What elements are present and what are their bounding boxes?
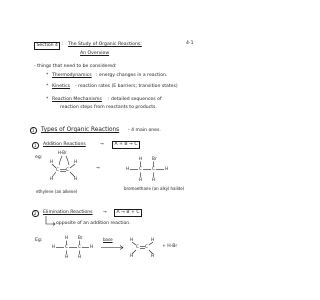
bromo-br-top: Br bbox=[152, 156, 157, 161]
ethylene-label: ethylene (an alkene) bbox=[36, 189, 78, 194]
elim-prod-h-tl: H bbox=[130, 237, 134, 242]
elim-h-top-1: H bbox=[65, 235, 69, 240]
text-kinetics: - reaction rates (E barriers; transition states) bbox=[75, 84, 178, 89]
bromo-h-bottom-1: H bbox=[139, 177, 143, 182]
bromo-h-bottom-2: H bbox=[152, 177, 156, 182]
ethylene-h-bottom-right: H bbox=[74, 176, 78, 181]
elim-prod-c-left: C bbox=[136, 244, 139, 249]
elim-prod-h-tr: H bbox=[151, 237, 155, 242]
bromo-h-top-1: H bbox=[139, 156, 143, 161]
elim-prod-bond-tr bbox=[149, 242, 153, 245]
term-reaction-mechanisms: Reaction Mechanisms bbox=[52, 97, 102, 102]
elim-h-left: H bbox=[52, 244, 56, 249]
elimination-note: opposite of an addition reaction. bbox=[56, 221, 131, 226]
addition-mech-arrow-2 bbox=[66, 156, 69, 165]
addition-heading: Addition Reactions bbox=[43, 142, 86, 147]
section-label: Section 4 bbox=[34, 42, 60, 50]
addition-mech-arrow-1 bbox=[59, 156, 62, 165]
addition-number-text: 1 bbox=[33, 142, 37, 148]
elim-c-1: C bbox=[65, 244, 68, 249]
addition-reaction-arrow: → bbox=[96, 166, 100, 171]
elim-prod-bond-br bbox=[149, 250, 153, 254]
types-heading: Types of Organic Reactions bbox=[41, 127, 120, 133]
elim-plus-hbr: + H-Br bbox=[162, 244, 178, 249]
title-separator: : bbox=[62, 42, 64, 47]
bromo-h-right: H bbox=[165, 166, 169, 171]
ethylene-h-top-right: H bbox=[74, 159, 78, 164]
bullet-2: * bbox=[46, 84, 49, 89]
text-reaction-mechanisms: : detailed sequences of bbox=[108, 97, 162, 102]
elim-prod-h-bl: H bbox=[130, 253, 134, 258]
page-subtitle: An Overview bbox=[80, 51, 110, 56]
elim-prod-c-right: C bbox=[145, 244, 148, 249]
term-kinetics: Kinetics bbox=[52, 84, 71, 89]
elim-h-bottom-1: H bbox=[65, 254, 69, 259]
elimination-number-text: 2 bbox=[33, 210, 37, 216]
text-thermodynamics: : energy changes in a reaction. bbox=[96, 73, 168, 78]
elim-prod-bond-tl bbox=[132, 242, 136, 245]
bromo-c-1: C bbox=[139, 166, 142, 171]
elimination-heading: Elimination Reactions bbox=[43, 210, 93, 215]
ethylene-bond-br bbox=[70, 172, 75, 177]
elim-base-label: base bbox=[103, 237, 113, 242]
ethylene-bond-tr bbox=[70, 164, 75, 168]
page-number: 4-1 bbox=[186, 41, 194, 46]
bullet-3: * bbox=[46, 97, 49, 102]
ethylene-h-top-left: H bbox=[50, 159, 54, 164]
elimination-arrow: → bbox=[103, 210, 107, 215]
text-reaction-mechanisms-2: reaction steps from reactants to products. bbox=[60, 105, 157, 110]
addition-eg: eg: bbox=[35, 155, 43, 160]
elim-h-right: H bbox=[90, 244, 94, 249]
elimination-equation: A → B + C bbox=[114, 209, 142, 217]
intro-lead: - things that need to be considered: bbox=[34, 64, 117, 69]
ethylene-bond-bl bbox=[52, 172, 56, 177]
ethylene-c-left: C bbox=[56, 167, 59, 172]
bromoethane-label: bromoethane (an alkyl halide) bbox=[124, 186, 185, 191]
elim-c-2: C bbox=[78, 244, 81, 249]
addition-equation: A + B → C bbox=[112, 141, 140, 149]
bullet-1: * bbox=[46, 73, 49, 78]
ethylene-bond-tl bbox=[52, 164, 56, 168]
addition-reagent: H-Br bbox=[58, 150, 67, 155]
term-thermodynamics: Thermodynamics bbox=[52, 73, 92, 78]
elim-br-top: Br bbox=[78, 235, 83, 240]
types-number-text: 1 bbox=[31, 127, 35, 133]
page-title: The Study of Organic Reactions: bbox=[68, 42, 142, 47]
elim-h-bottom-2: H bbox=[78, 254, 82, 259]
elimination-eg: Eg: bbox=[35, 238, 43, 243]
ethylene-h-bottom-left: H bbox=[50, 176, 54, 181]
addition-arrow: → bbox=[100, 142, 104, 147]
types-suffix: - 4 main ones. bbox=[128, 128, 161, 133]
elim-prod-bond-bl bbox=[132, 250, 136, 254]
ethylene-c-right: C bbox=[66, 167, 69, 172]
elim-prod-h-br: H bbox=[151, 253, 155, 258]
bromo-c-2: C bbox=[152, 166, 155, 171]
bromo-h-left: H bbox=[126, 166, 130, 171]
